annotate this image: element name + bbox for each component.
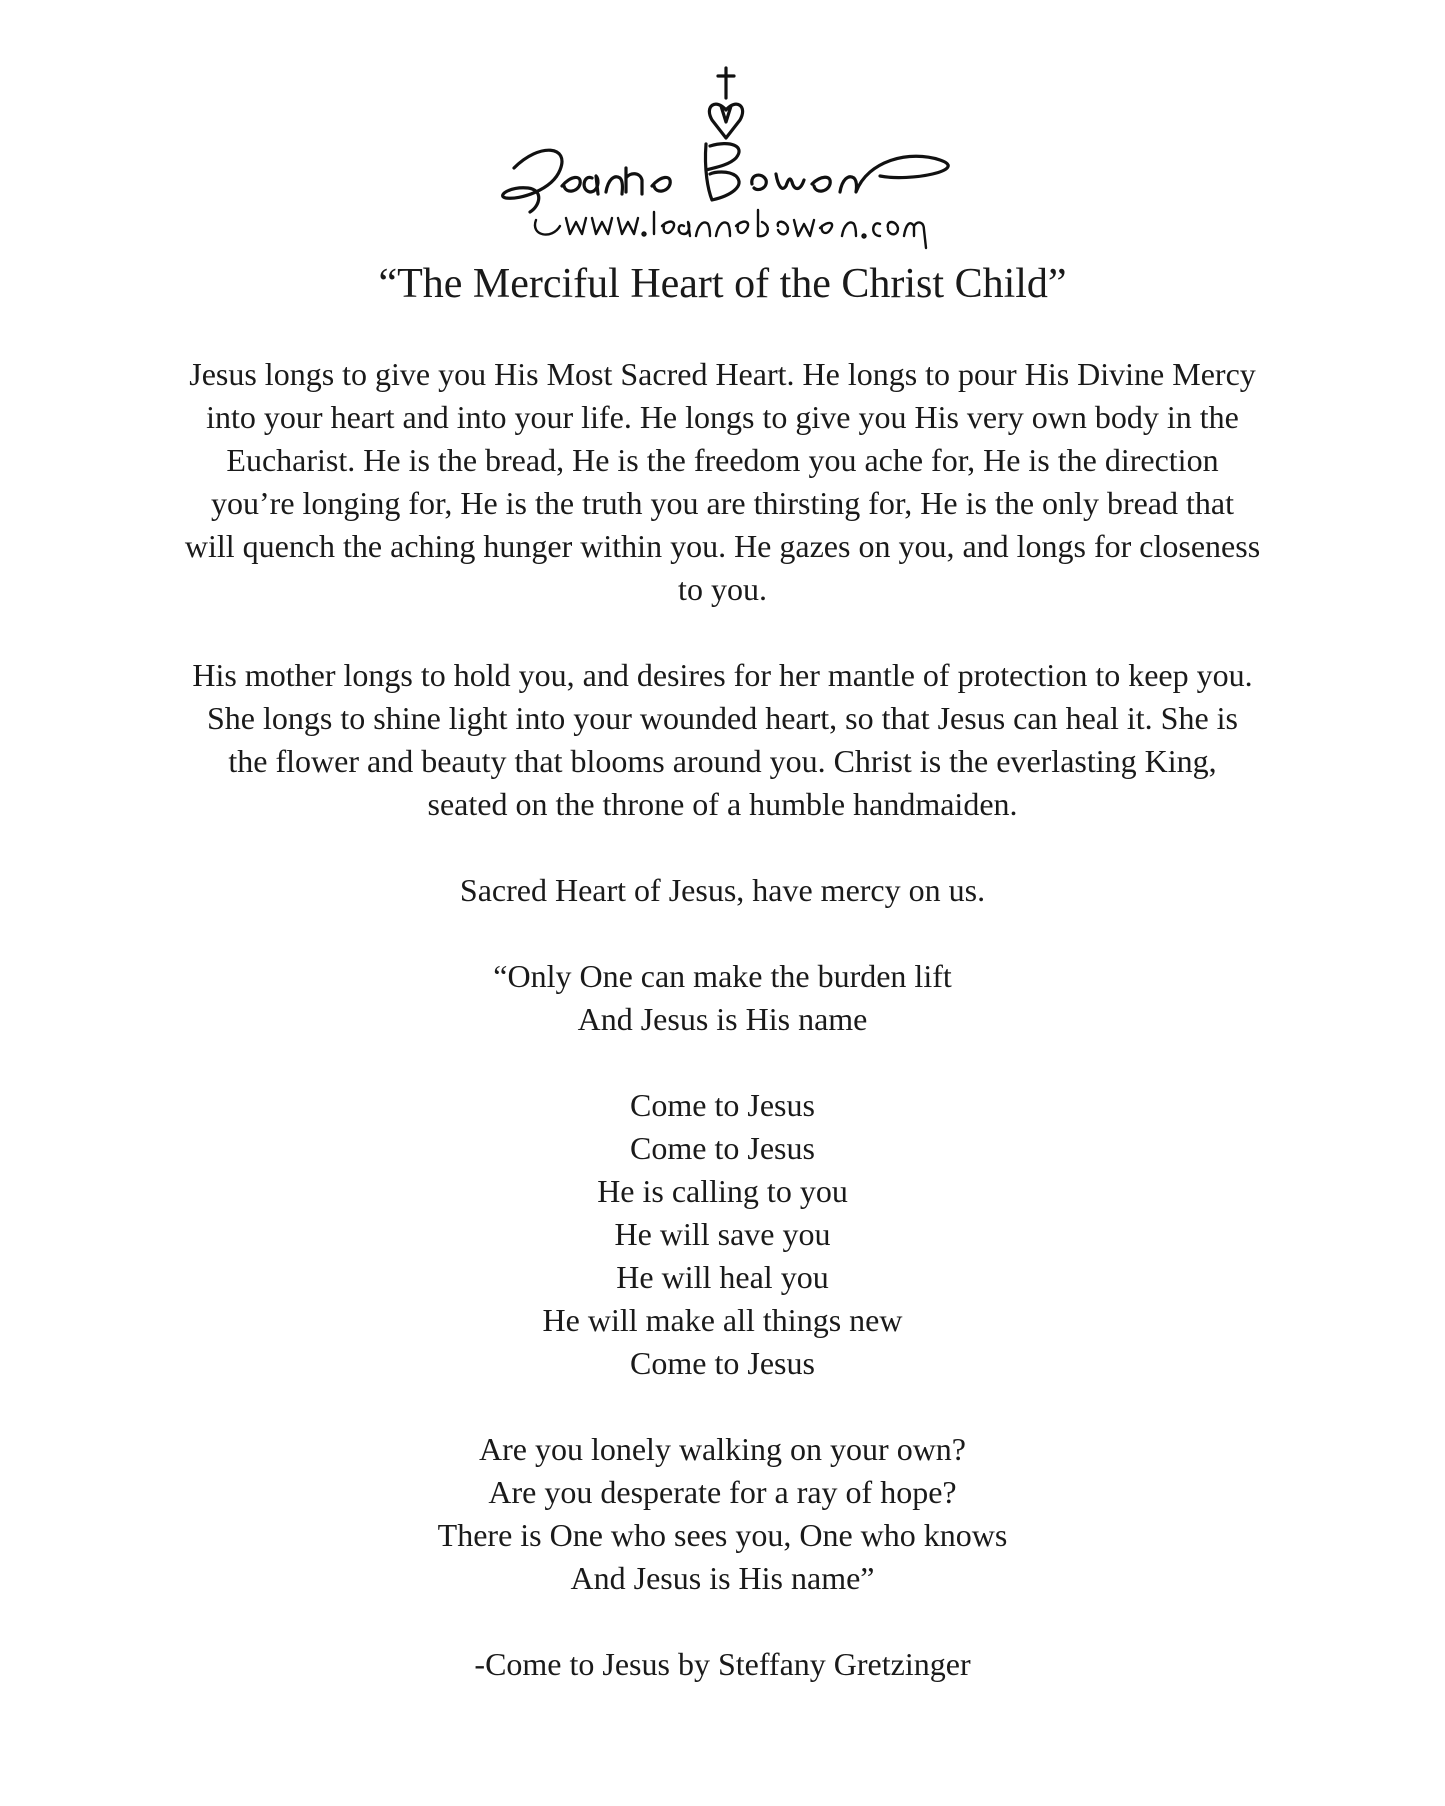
sacred-heart-cross-icon [709, 68, 742, 138]
spacer [95, 611, 1350, 654]
lyrics-line: He is calling to you [597, 1173, 848, 1209]
lyrics-line: Come to Jesus [630, 1130, 815, 1166]
paragraph-1-line: you’re longing for, He is the truth you are thirsting for, He is the only bread that [211, 485, 1234, 521]
lyrics-chorus [95, 1084, 1350, 1385]
spacer [95, 1600, 1350, 1643]
document-body [95, 353, 1350, 1686]
document-title: “The Merciful Heart of the Christ Child” [378, 261, 1067, 307]
paragraph-1-line: to you. [678, 571, 767, 607]
paragraph-1 [95, 353, 1350, 611]
paragraph-1-line: Eucharist. He is the bread, He is the freedom you ache for, He is the direction [226, 442, 1219, 478]
paragraph-1-line: into your heart and into your life. He longs to give you His very own body in the [206, 399, 1239, 435]
prayer-line: Sacred Heart of Jesus, have mercy on us. [459, 872, 986, 908]
lyrics-line: “Only One can make the burden lift [493, 958, 952, 994]
lyrics-line: Come to Jesus [630, 1087, 815, 1123]
spacer [95, 1041, 1350, 1084]
paragraph-2-line: She longs to shine light into your wounded heart, so that Jesus can heal it. She is [207, 700, 1238, 736]
paragraph-2-line: the flower and beauty that blooms around you. Christ is the everlasting King, [228, 743, 1217, 779]
lyrics-line: And Jesus is His name” [570, 1560, 875, 1596]
lyrics-line: There is One who sees you, One who knows [437, 1517, 1008, 1553]
leanne-bowen-signature [503, 144, 949, 212]
lyrics-line: Are you desperate for a ray of hope? [488, 1474, 957, 1510]
paragraph-1-line: will quench the aching hunger within you. He gazes on you, and longs for closeness [184, 528, 1261, 564]
spacer [95, 826, 1350, 869]
spacer [95, 1385, 1350, 1428]
lyrics-line: Come to Jesus [630, 1345, 815, 1381]
spacer [95, 912, 1350, 955]
lyrics-verse-1 [95, 955, 1350, 1041]
paragraph-2-line: His mother longs to hold you, and desires for her mantle of protection to keep you. [192, 657, 1253, 693]
paragraph-2-line: seated on the throne of a humble handmaiden. [427, 786, 1018, 822]
paragraph-1-line: Jesus longs to give you His Most Sacred Heart. He longs to pour His Divine Mercy [189, 356, 1256, 392]
lyrics-line: He will make all things new [542, 1302, 903, 1338]
lyrics-line: He will save you [614, 1216, 831, 1252]
signature-logo [500, 50, 980, 250]
song-attribution: -Come to Jesus by Steffany Gretzinger [474, 1646, 971, 1682]
lyrics-verse-2 [95, 1428, 1350, 1600]
lyrics-line: He will heal you [616, 1259, 829, 1295]
paragraph-2 [95, 654, 1350, 826]
handwritten-logo-graphic [500, 50, 980, 250]
website-url-handwriting [535, 210, 926, 248]
lyrics-line: And Jesus is His name [577, 1001, 868, 1037]
lyrics-line: Are you lonely walking on your own? [478, 1431, 966, 1467]
